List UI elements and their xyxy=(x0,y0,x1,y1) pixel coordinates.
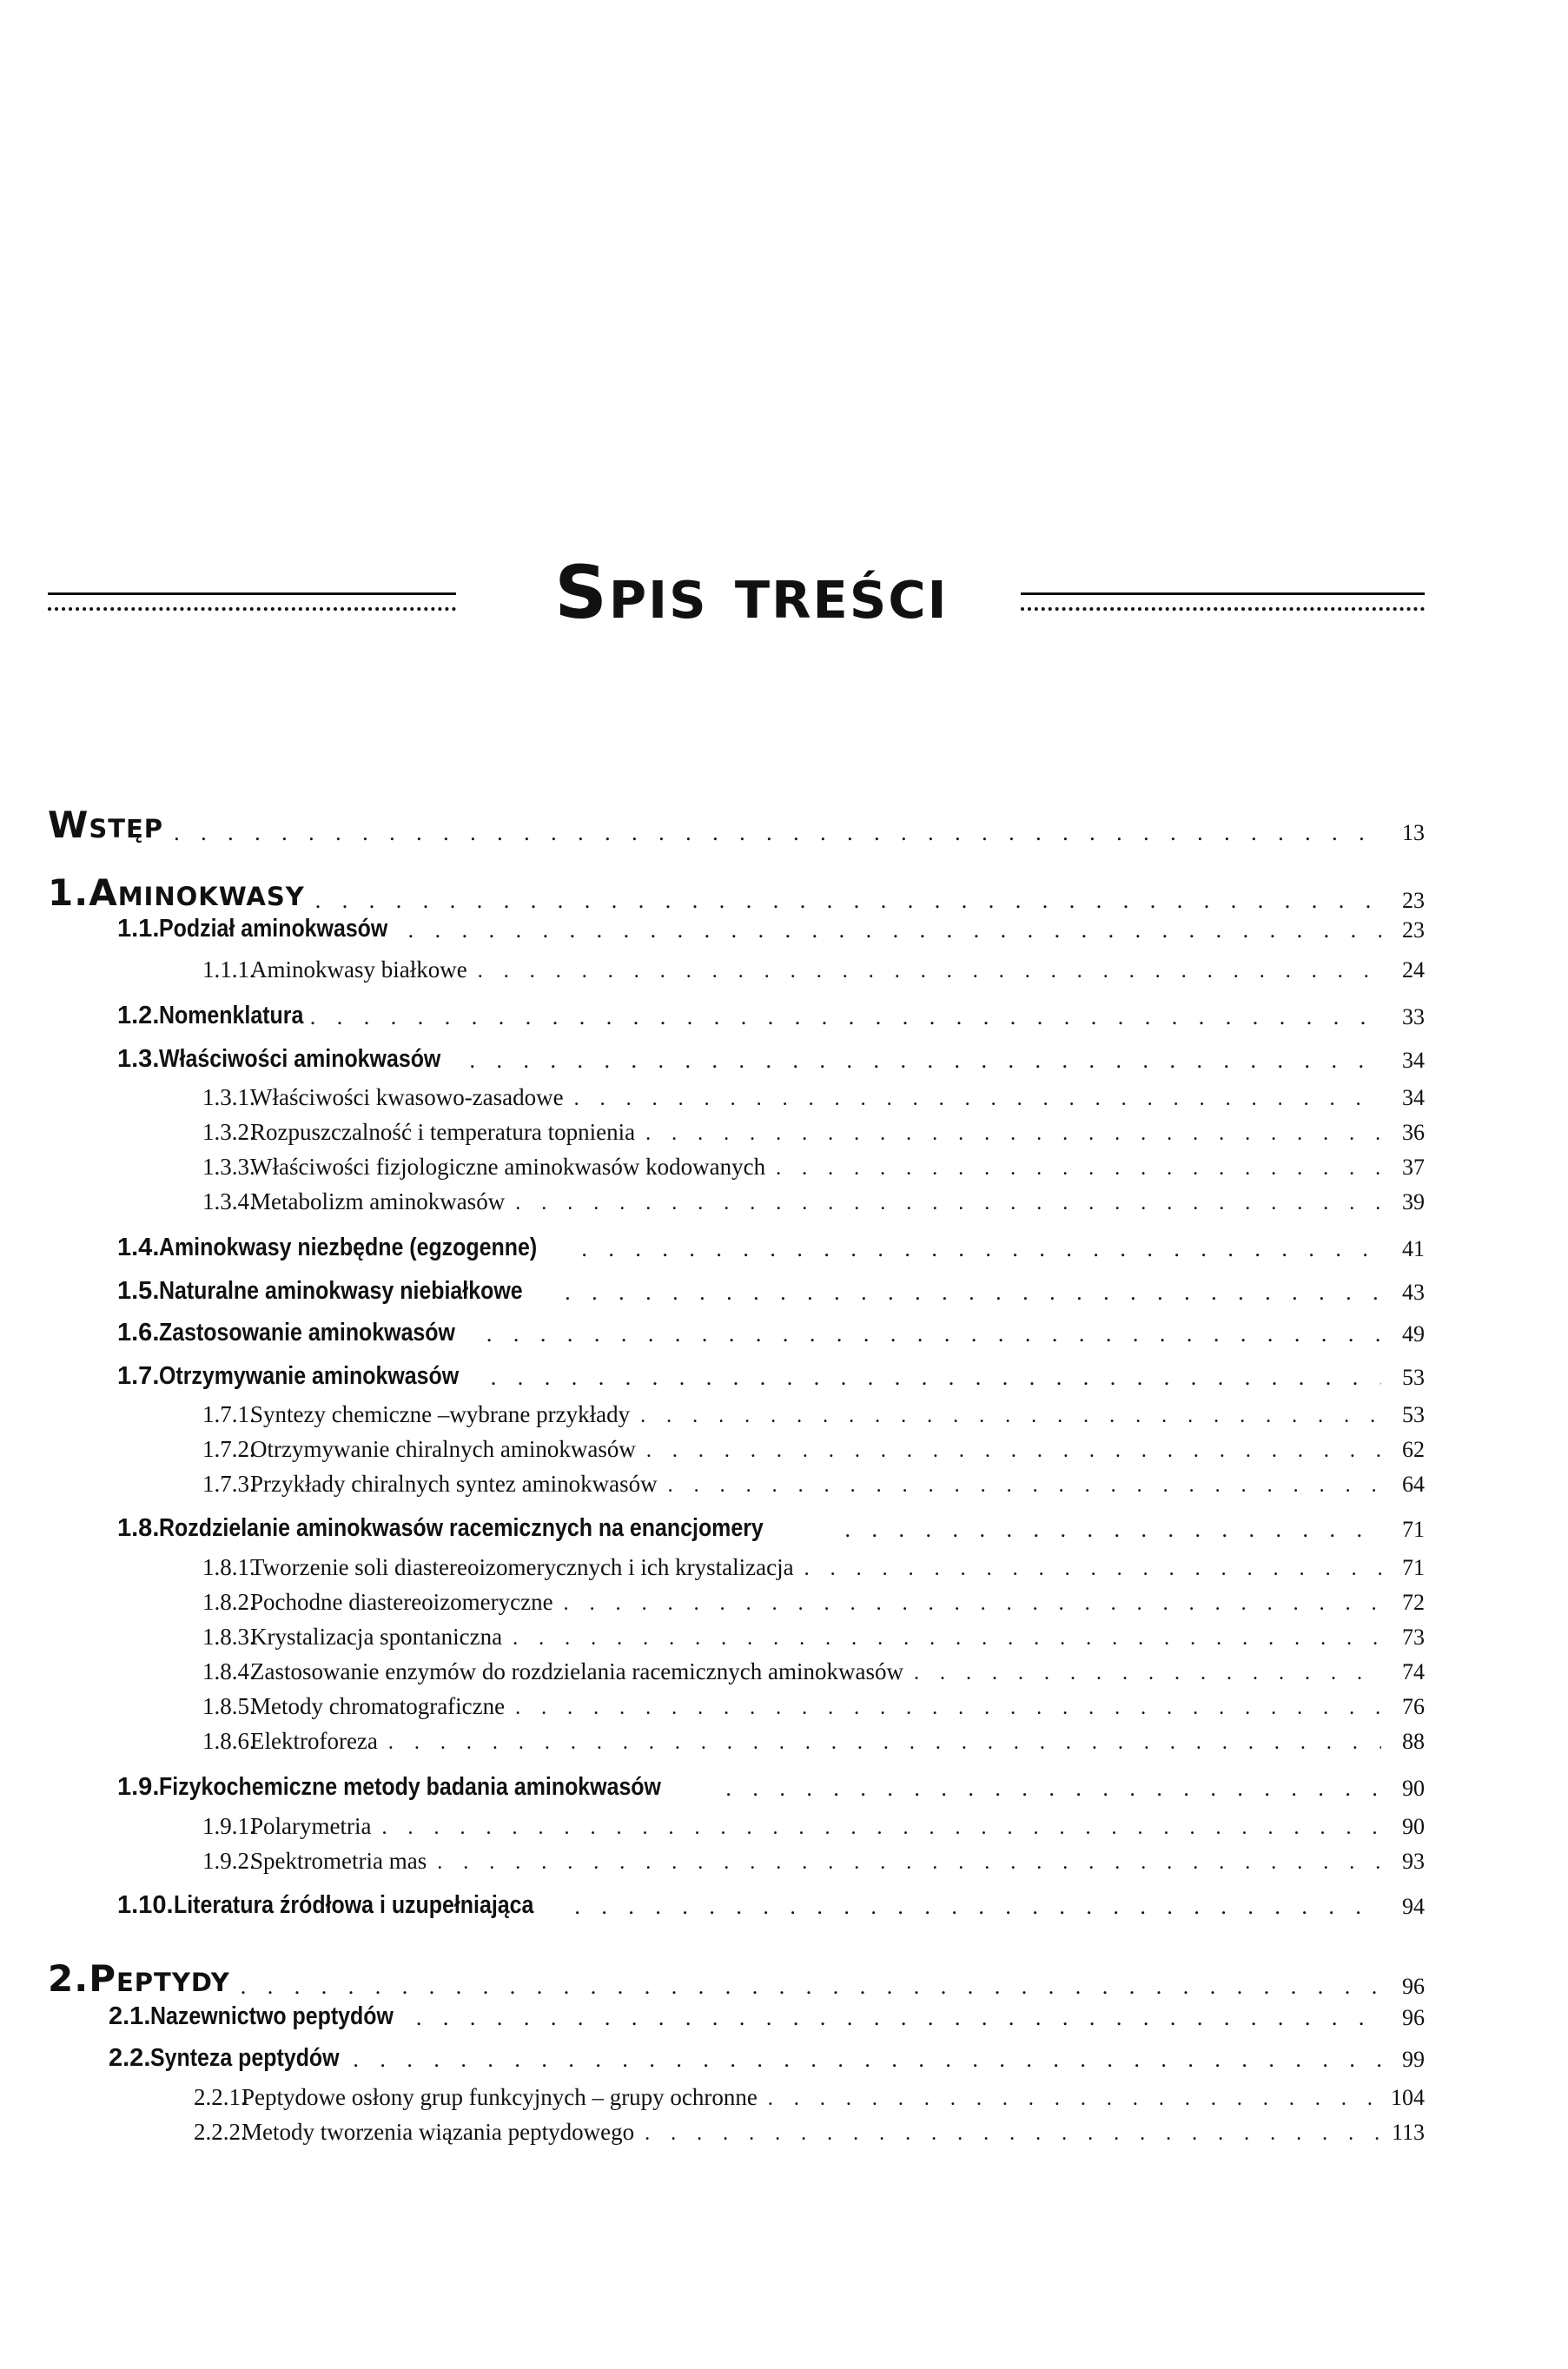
toc-entry-number: 2.2.2. xyxy=(194,2119,247,2145)
dot-leader xyxy=(844,1517,1381,1543)
dot-leader xyxy=(564,1592,1381,1616)
toc-entry-number: 1.3.2. xyxy=(202,1119,255,1145)
toc-entry-page: 90 xyxy=(1402,1814,1425,1839)
toc-entry xyxy=(48,1397,1425,1428)
dot-leader xyxy=(353,2047,1381,2073)
toc-entry-title: Elektroforeza xyxy=(250,1728,378,1754)
toc-entry-page: 34 xyxy=(1402,1048,1425,1073)
toc-entry-title: Aminokwasy niezbędne (egzogenne) xyxy=(159,1234,538,1261)
toc-entry-page: 71 xyxy=(1402,1517,1425,1542)
dot-leader xyxy=(174,820,1381,846)
toc-entry-number: 1.9.1. xyxy=(202,1813,255,1839)
toc-entry-number: 1.8.2. xyxy=(202,1589,255,1615)
toc-entry-page: 53 xyxy=(1402,1402,1425,1427)
toc-entry xyxy=(48,1585,1425,1616)
toc-entry-page: 88 xyxy=(1402,1729,1425,1754)
toc-entry xyxy=(48,1843,1425,1875)
toc-entry-page: 37 xyxy=(1402,1155,1425,1180)
toc-entry-number: 1.3.1. xyxy=(202,1084,255,1110)
toc-entry-number: 1.8. xyxy=(117,1514,160,1542)
toc-entry xyxy=(48,1184,1425,1215)
dot-leader xyxy=(310,1004,1381,1030)
toc-entry-title: Fizykochemiczne metody badania aminokwasów xyxy=(159,1773,662,1801)
toc-entry-title: Tworzenie soli diastereoizomerycznych i ich krystalizacja xyxy=(250,1554,794,1580)
toc-entry-page: 24 xyxy=(1402,957,1425,983)
dot-leader xyxy=(416,2005,1381,2031)
toc-entry-number: 2.2. xyxy=(109,2044,151,2072)
toc-entry-number: 1.3.4. xyxy=(202,1188,255,1214)
toc-entry-number: 1.5. xyxy=(117,1277,160,1305)
toc-entry-title: Aminokwasy xyxy=(89,871,305,914)
toc-entry-title: Nazewnictwo peptydów xyxy=(150,2002,394,2030)
toc-entry xyxy=(48,1809,1425,1840)
toc-entry-title: Aminokwasy białkowe xyxy=(250,956,467,983)
toc-entry-page: 96 xyxy=(1402,1974,1425,1999)
toc-entry-number: 1.9.2. xyxy=(202,1848,255,1874)
toc-entry xyxy=(48,1228,1425,1262)
dot-leader xyxy=(640,1405,1381,1428)
toc-entry-title: Otrzymywanie aminokwasów xyxy=(159,1362,460,1390)
toc-entry-number: 1.10. xyxy=(117,1891,174,1919)
dot-leader xyxy=(478,960,1381,983)
toc-entry xyxy=(48,1654,1425,1685)
dot-leader xyxy=(381,1816,1381,1840)
toc-entry xyxy=(48,1149,1425,1181)
toc-entry-number: 1.8.4. xyxy=(202,1658,255,1684)
toc-entry xyxy=(48,952,1425,983)
toc-entry-title: Otrzymywanie chiralnych aminokwasów xyxy=(250,1436,636,1462)
toc-entry xyxy=(48,1356,1425,1391)
dot-leader xyxy=(574,1894,1381,1920)
page-title: Spis treści xyxy=(554,550,949,635)
toc-entry-page: 39 xyxy=(1402,1189,1425,1214)
toc-entry-page: 13 xyxy=(1402,820,1425,845)
toc-entry xyxy=(48,996,1425,1030)
toc-entry-page: 99 xyxy=(1402,2047,1425,2072)
toc-entry-number: 2.1. xyxy=(109,2002,151,2030)
toc-entry-title: Syntezy chemiczne –wybrane przykłady xyxy=(250,1401,631,1427)
toc-entry xyxy=(48,2114,1425,2146)
toc-entry-title: Nomenklatura xyxy=(159,1002,304,1029)
toc-entry xyxy=(48,1951,1425,2000)
dot-leader xyxy=(645,2122,1381,2146)
dot-leader xyxy=(470,1048,1381,1074)
toc-entry-page: 74 xyxy=(1402,1659,1425,1684)
toc-entry-page: 23 xyxy=(1402,888,1425,913)
dot-leader xyxy=(565,1280,1381,1306)
toc-entry xyxy=(48,865,1425,914)
title-row xyxy=(48,550,1425,669)
toc-entry-number: 2.2.1. xyxy=(194,2084,247,2110)
toc-entry-title: Literatura źródłowa i uzupełniająca xyxy=(173,1891,533,1919)
toc-entry-title: Metody chromatograficzne xyxy=(250,1693,506,1719)
toc-entry-page: 72 xyxy=(1402,1590,1425,1615)
toc-entry-title: Polarymetria xyxy=(250,1813,372,1839)
toc-entry xyxy=(48,1508,1425,1543)
toc-entry-number: 1.2. xyxy=(117,1002,160,1029)
toc-entry-title: Metody tworzenia wiązania peptydowego xyxy=(241,2119,635,2145)
toc-entry-title: Peptydy xyxy=(89,1957,230,2000)
title-rule-left xyxy=(48,592,456,616)
toc-entry-title: Wstęp xyxy=(48,804,164,846)
toc-entry-page: 93 xyxy=(1402,1849,1425,1874)
dot-leader xyxy=(491,1365,1381,1391)
toc-entry-number: 1.7.1. xyxy=(202,1401,255,1427)
toc-entry xyxy=(48,1767,1425,1802)
toc-entry-page: 71 xyxy=(1402,1555,1425,1580)
toc-entry xyxy=(48,2038,1425,2073)
toc-entry-page: 53 xyxy=(1402,1365,1425,1390)
toc-entry xyxy=(48,1115,1425,1146)
toc-entry-title: Rozpuszczalność i temperatura topnienia xyxy=(250,1119,636,1145)
toc-entry xyxy=(48,1039,1425,1074)
dot-leader xyxy=(804,1558,1381,1581)
toc-entry-number: 1.8.3. xyxy=(202,1624,255,1650)
dot-leader xyxy=(668,1474,1381,1498)
toc-entry-page: 49 xyxy=(1402,1321,1425,1347)
toc-entry-page: 34 xyxy=(1402,1085,1425,1110)
toc-entry-page: 41 xyxy=(1402,1236,1425,1261)
toc-entry xyxy=(48,1885,1425,1920)
dot-leader xyxy=(914,1662,1381,1685)
toc-entry xyxy=(48,1619,1425,1651)
dot-leader xyxy=(486,1321,1381,1347)
toc-entry xyxy=(48,1432,1425,1463)
toc-entry-number: 1.8.5. xyxy=(202,1693,255,1719)
dot-leader xyxy=(646,1439,1381,1463)
toc-entry-title: Właściwości kwasowo-zasadowe xyxy=(250,1084,564,1110)
toc-entry xyxy=(48,797,1425,846)
toc-entry-number: 1.7. xyxy=(117,1362,160,1390)
toc-entry-page: 62 xyxy=(1402,1437,1425,1462)
toc-entry-page: 90 xyxy=(1402,1776,1425,1801)
toc-entry xyxy=(48,1466,1425,1498)
toc-entry-number: 1.3. xyxy=(117,1045,160,1073)
toc-entry-number: 1.6. xyxy=(117,1319,160,1347)
toc-entry-number: 1.4. xyxy=(117,1234,160,1261)
dot-leader xyxy=(515,1697,1381,1720)
dot-leader xyxy=(581,1236,1381,1262)
toc-entry-title: Właściwości aminokwasów xyxy=(159,1045,441,1073)
toc-entry-page: 76 xyxy=(1402,1694,1425,1719)
toc-entry-title: Przykłady chiralnych syntez aminokwasów xyxy=(250,1471,658,1497)
dot-leader xyxy=(574,1088,1381,1111)
toc-entry-page: 23 xyxy=(1402,917,1425,943)
toc-entry-number: 2. xyxy=(48,1957,89,2000)
toc-entry-title: Synteza peptydów xyxy=(150,2044,340,2072)
toc-entry xyxy=(48,1724,1425,1755)
dot-leader xyxy=(725,1776,1381,1802)
toc-entry-title: Zastosowanie enzymów do rozdzielania racemicznych aminokwasów xyxy=(250,1658,903,1684)
dot-leader xyxy=(776,1157,1381,1181)
toc-entry-title: Zastosowanie aminokwasów xyxy=(159,1319,456,1347)
toc-entry-title: Spektrometria mas xyxy=(250,1848,427,1874)
toc-entry-page: 36 xyxy=(1402,1120,1425,1145)
toc-entry-number: 1.7.2. xyxy=(202,1436,255,1462)
toc-entry xyxy=(48,1689,1425,1720)
title-rule-right xyxy=(1021,592,1425,616)
toc-entry-number: 1.1. xyxy=(117,915,160,943)
toc-entry-page: 104 xyxy=(1391,2085,1425,2110)
dot-leader xyxy=(645,1122,1381,1146)
toc-entry-page: 96 xyxy=(1402,2005,1425,2030)
toc-entry-title: Właściwości fizjologiczne aminokwasów kodowanych xyxy=(250,1154,766,1180)
toc-entry-title: Podział aminokwasów xyxy=(159,915,388,943)
toc-entry-number: 1.1.1. xyxy=(202,956,255,983)
toc-entry-page: 94 xyxy=(1402,1894,1425,1919)
toc-entry xyxy=(48,2080,1425,2111)
toc-entry-page: 64 xyxy=(1402,1472,1425,1497)
toc-entry-title: Peptydowe osłony grup funkcyjnych – grupy ochronne xyxy=(241,2084,758,2110)
toc-entry-title: Pochodne diastereoizomeryczne xyxy=(250,1589,553,1615)
dot-leader xyxy=(408,917,1381,943)
dot-leader xyxy=(388,1731,1381,1755)
toc-entry xyxy=(48,909,1425,943)
toc-entry-number: 1. xyxy=(48,871,89,914)
toc-entry xyxy=(48,1550,1425,1581)
dot-leader xyxy=(768,2088,1381,2111)
toc-entry-title: Metabolizm aminokwasów xyxy=(250,1188,506,1214)
toc-entry-number: 1.8.1. xyxy=(202,1554,255,1580)
toc-entry-number: 1.7.3. xyxy=(202,1471,255,1497)
dot-leader xyxy=(437,1851,1381,1875)
toc-entry-page: 43 xyxy=(1402,1280,1425,1305)
toc-entry-page: 33 xyxy=(1402,1004,1425,1029)
toc-entry-title: Naturalne aminokwasy niebiałkowe xyxy=(159,1277,523,1305)
toc-entry-page: 113 xyxy=(1391,2120,1425,2145)
dot-leader xyxy=(513,1627,1381,1651)
dot-leader xyxy=(515,1192,1381,1215)
toc-entry-page: 73 xyxy=(1402,1625,1425,1650)
toc-entry xyxy=(48,1996,1425,2031)
toc-entry-number: 1.8.6. xyxy=(202,1728,255,1754)
toc-entry-number: 1.3.3. xyxy=(202,1154,255,1180)
toc-entry xyxy=(48,1313,1425,1347)
toc-entry-number: 1.9. xyxy=(117,1773,160,1801)
toc-entry xyxy=(48,1080,1425,1111)
toc-entry-title: Krystalizacja spontaniczna xyxy=(250,1624,503,1650)
toc-entry-title: Rozdzielanie aminokwasów racemicznych na enancjomery xyxy=(159,1514,764,1542)
toc-entry xyxy=(48,1271,1425,1306)
